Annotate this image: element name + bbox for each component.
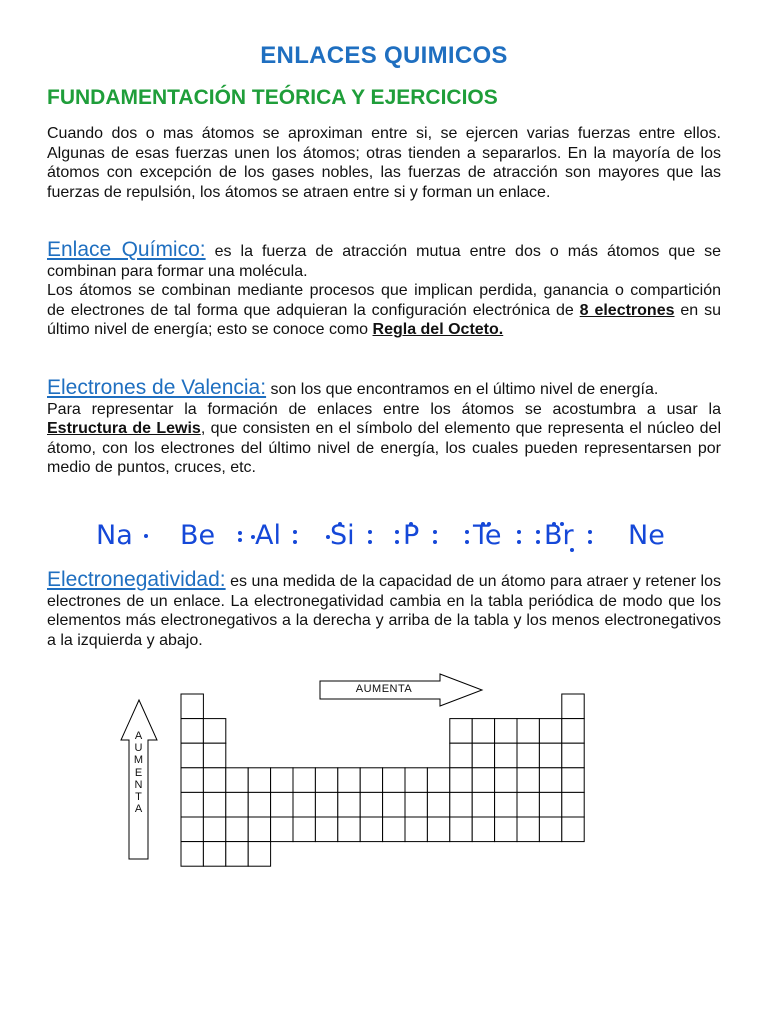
table-cell <box>472 719 494 744</box>
table-cell <box>226 842 248 867</box>
table-cell <box>427 768 449 793</box>
table-cell <box>203 743 225 768</box>
electrones-valencia-definition: son los que encontramos en el último nivel de energía. <box>266 381 659 398</box>
table-cell <box>271 768 293 793</box>
table-cell <box>562 694 584 719</box>
table-cell <box>405 768 427 793</box>
enlace-quimico-term: Enlace Químico: <box>47 238 206 261</box>
table-cell <box>472 792 494 817</box>
table-cell <box>539 768 561 793</box>
arrow-up-letter: E <box>134 766 143 779</box>
table-cell <box>338 768 360 793</box>
table-cell <box>405 792 427 817</box>
arrow-up-letter: U <box>134 742 143 755</box>
table-cell <box>338 792 360 817</box>
table-cell <box>562 817 584 842</box>
table-cell <box>517 817 539 842</box>
periodic-table-grid <box>181 694 584 866</box>
table-cell <box>315 817 337 842</box>
table-cell <box>248 768 270 793</box>
table-cell <box>495 817 517 842</box>
element-symbol: Ne <box>628 520 665 551</box>
table-cell <box>539 719 561 744</box>
table-cell <box>472 768 494 793</box>
table-cell <box>181 694 203 719</box>
table-cell <box>248 817 270 842</box>
table-cell <box>293 768 315 793</box>
table-cell <box>226 768 248 793</box>
regla-octeto-highlight: Regla del Octeto. <box>372 321 504 339</box>
table-cell <box>450 719 472 744</box>
enlace-text-before: Los átomos se combinan mediante procesos que implican perdida, ganancia o compartición de electrones de tal forma que adquieran la configuración electrónica de <box>47 282 721 319</box>
table-cell <box>271 792 293 817</box>
table-cell <box>495 719 517 744</box>
table-cell <box>293 792 315 817</box>
valencia-text-before: Para representar la formación de enlaces entre los átomos se acostumbra a usar la <box>47 400 721 418</box>
intro-paragraph: Cuando dos o mas átomos se aproximan entre si, se ejercen varias fuerzas entre ellos. Algunas de esas fuerzas unen los átomos; otras tienden a separarlos. En la mayoría de los átomos con excepción de los gases nobles, las fuerzas de atracción son mayores que las fuerzas de repulsión, los átomos se atraen entre si y forman un enlace. <box>47 125 721 201</box>
element-symbol: Be <box>180 520 216 551</box>
document-title: ENLACES QUIMICOS <box>260 42 508 69</box>
ocho-electrones-highlight: 8 electrones <box>579 301 675 319</box>
table-cell <box>181 719 203 744</box>
table-cell <box>539 792 561 817</box>
table-cell <box>226 817 248 842</box>
arrow-up-letter: A <box>134 803 143 816</box>
table-cell <box>472 743 494 768</box>
table-cell <box>203 768 225 793</box>
table-cell <box>450 743 472 768</box>
estructura-lewis-highlight: Estructura de Lewis <box>47 420 201 438</box>
table-cell <box>315 768 337 793</box>
arrow-up-letter: M <box>133 754 144 767</box>
table-cell <box>383 817 405 842</box>
table-cell <box>360 792 382 817</box>
table-cell <box>203 842 225 867</box>
table-cell <box>405 817 427 842</box>
arrow-up-letter: N <box>134 778 143 791</box>
table-cell <box>539 743 561 768</box>
table-cell <box>181 842 203 867</box>
table-cell <box>562 768 584 793</box>
document-subtitle: FUNDAMENTACIÓN TEÓRICA Y EJERCICIOS <box>47 86 498 109</box>
arrow-up-label <box>129 730 148 815</box>
table-cell <box>517 792 539 817</box>
electronegatividad-term: Electronegatividad: <box>47 568 226 591</box>
element-symbol: Te <box>473 520 502 551</box>
electronegatividad-definition: es una medida de la capacidad de un átomo para atraer y retener los electrones de un enlace. La electronegatividad cambia en la tabla periódica de modo que los elementos más electronegativos a la derecha y arriba de la tabla y los menos electronegativos a la izquierda y abajo. <box>47 573 721 649</box>
table-cell <box>450 768 472 793</box>
table-cell <box>293 817 315 842</box>
table-cell <box>562 719 584 744</box>
table-cell <box>562 792 584 817</box>
table-cell <box>562 743 584 768</box>
element-symbol: Br <box>544 520 574 551</box>
table-cell <box>383 768 405 793</box>
table-cell <box>450 817 472 842</box>
table-cell <box>315 792 337 817</box>
element-symbol: Na <box>96 520 133 551</box>
valencia-text-after: , que consisten en el símbolo del elemento que representa el núcleo del átomo, con los electrones del último nivel de energía, los cuales pueden representarsen por medio de puntos, cruces, etc. <box>47 420 722 477</box>
table-cell <box>248 792 270 817</box>
table-cell <box>360 768 382 793</box>
enlace-quimico-definition: es la fuerza de atracción mutua entre dos o más átomos que se combinan para formar una molécula. <box>47 243 721 280</box>
table-cell <box>226 792 248 817</box>
table-cell <box>181 743 203 768</box>
table-cell <box>495 792 517 817</box>
table-cell <box>517 719 539 744</box>
arrow-up-letter: A <box>134 730 143 742</box>
table-cell <box>383 792 405 817</box>
table-cell <box>203 792 225 817</box>
element-symbol: Al <box>255 520 281 551</box>
electrones-valencia-term: Electrones de Valencia: <box>47 376 267 399</box>
arrow-right-label: AUMENTA <box>355 683 413 695</box>
table-cell <box>539 817 561 842</box>
table-cell <box>271 817 293 842</box>
table-cell <box>495 768 517 793</box>
arrow-up-letter: T <box>135 791 142 804</box>
element-symbol: Si <box>330 520 355 551</box>
table-cell <box>517 768 539 793</box>
table-cell <box>248 842 270 867</box>
table-cell <box>181 768 203 793</box>
table-cell <box>181 792 203 817</box>
table-cell <box>181 817 203 842</box>
element-symbol: P <box>403 520 420 551</box>
table-cell <box>427 792 449 817</box>
table-cell <box>450 792 472 817</box>
table-cell <box>338 817 360 842</box>
table-cell <box>517 743 539 768</box>
table-cell <box>427 817 449 842</box>
table-cell <box>203 817 225 842</box>
enlace-text-middle: en su último nivel de energía; esto se conoce como <box>47 301 721 339</box>
table-cell <box>495 743 517 768</box>
table-cell <box>472 817 494 842</box>
table-cell <box>360 817 382 842</box>
table-cell <box>203 719 225 744</box>
